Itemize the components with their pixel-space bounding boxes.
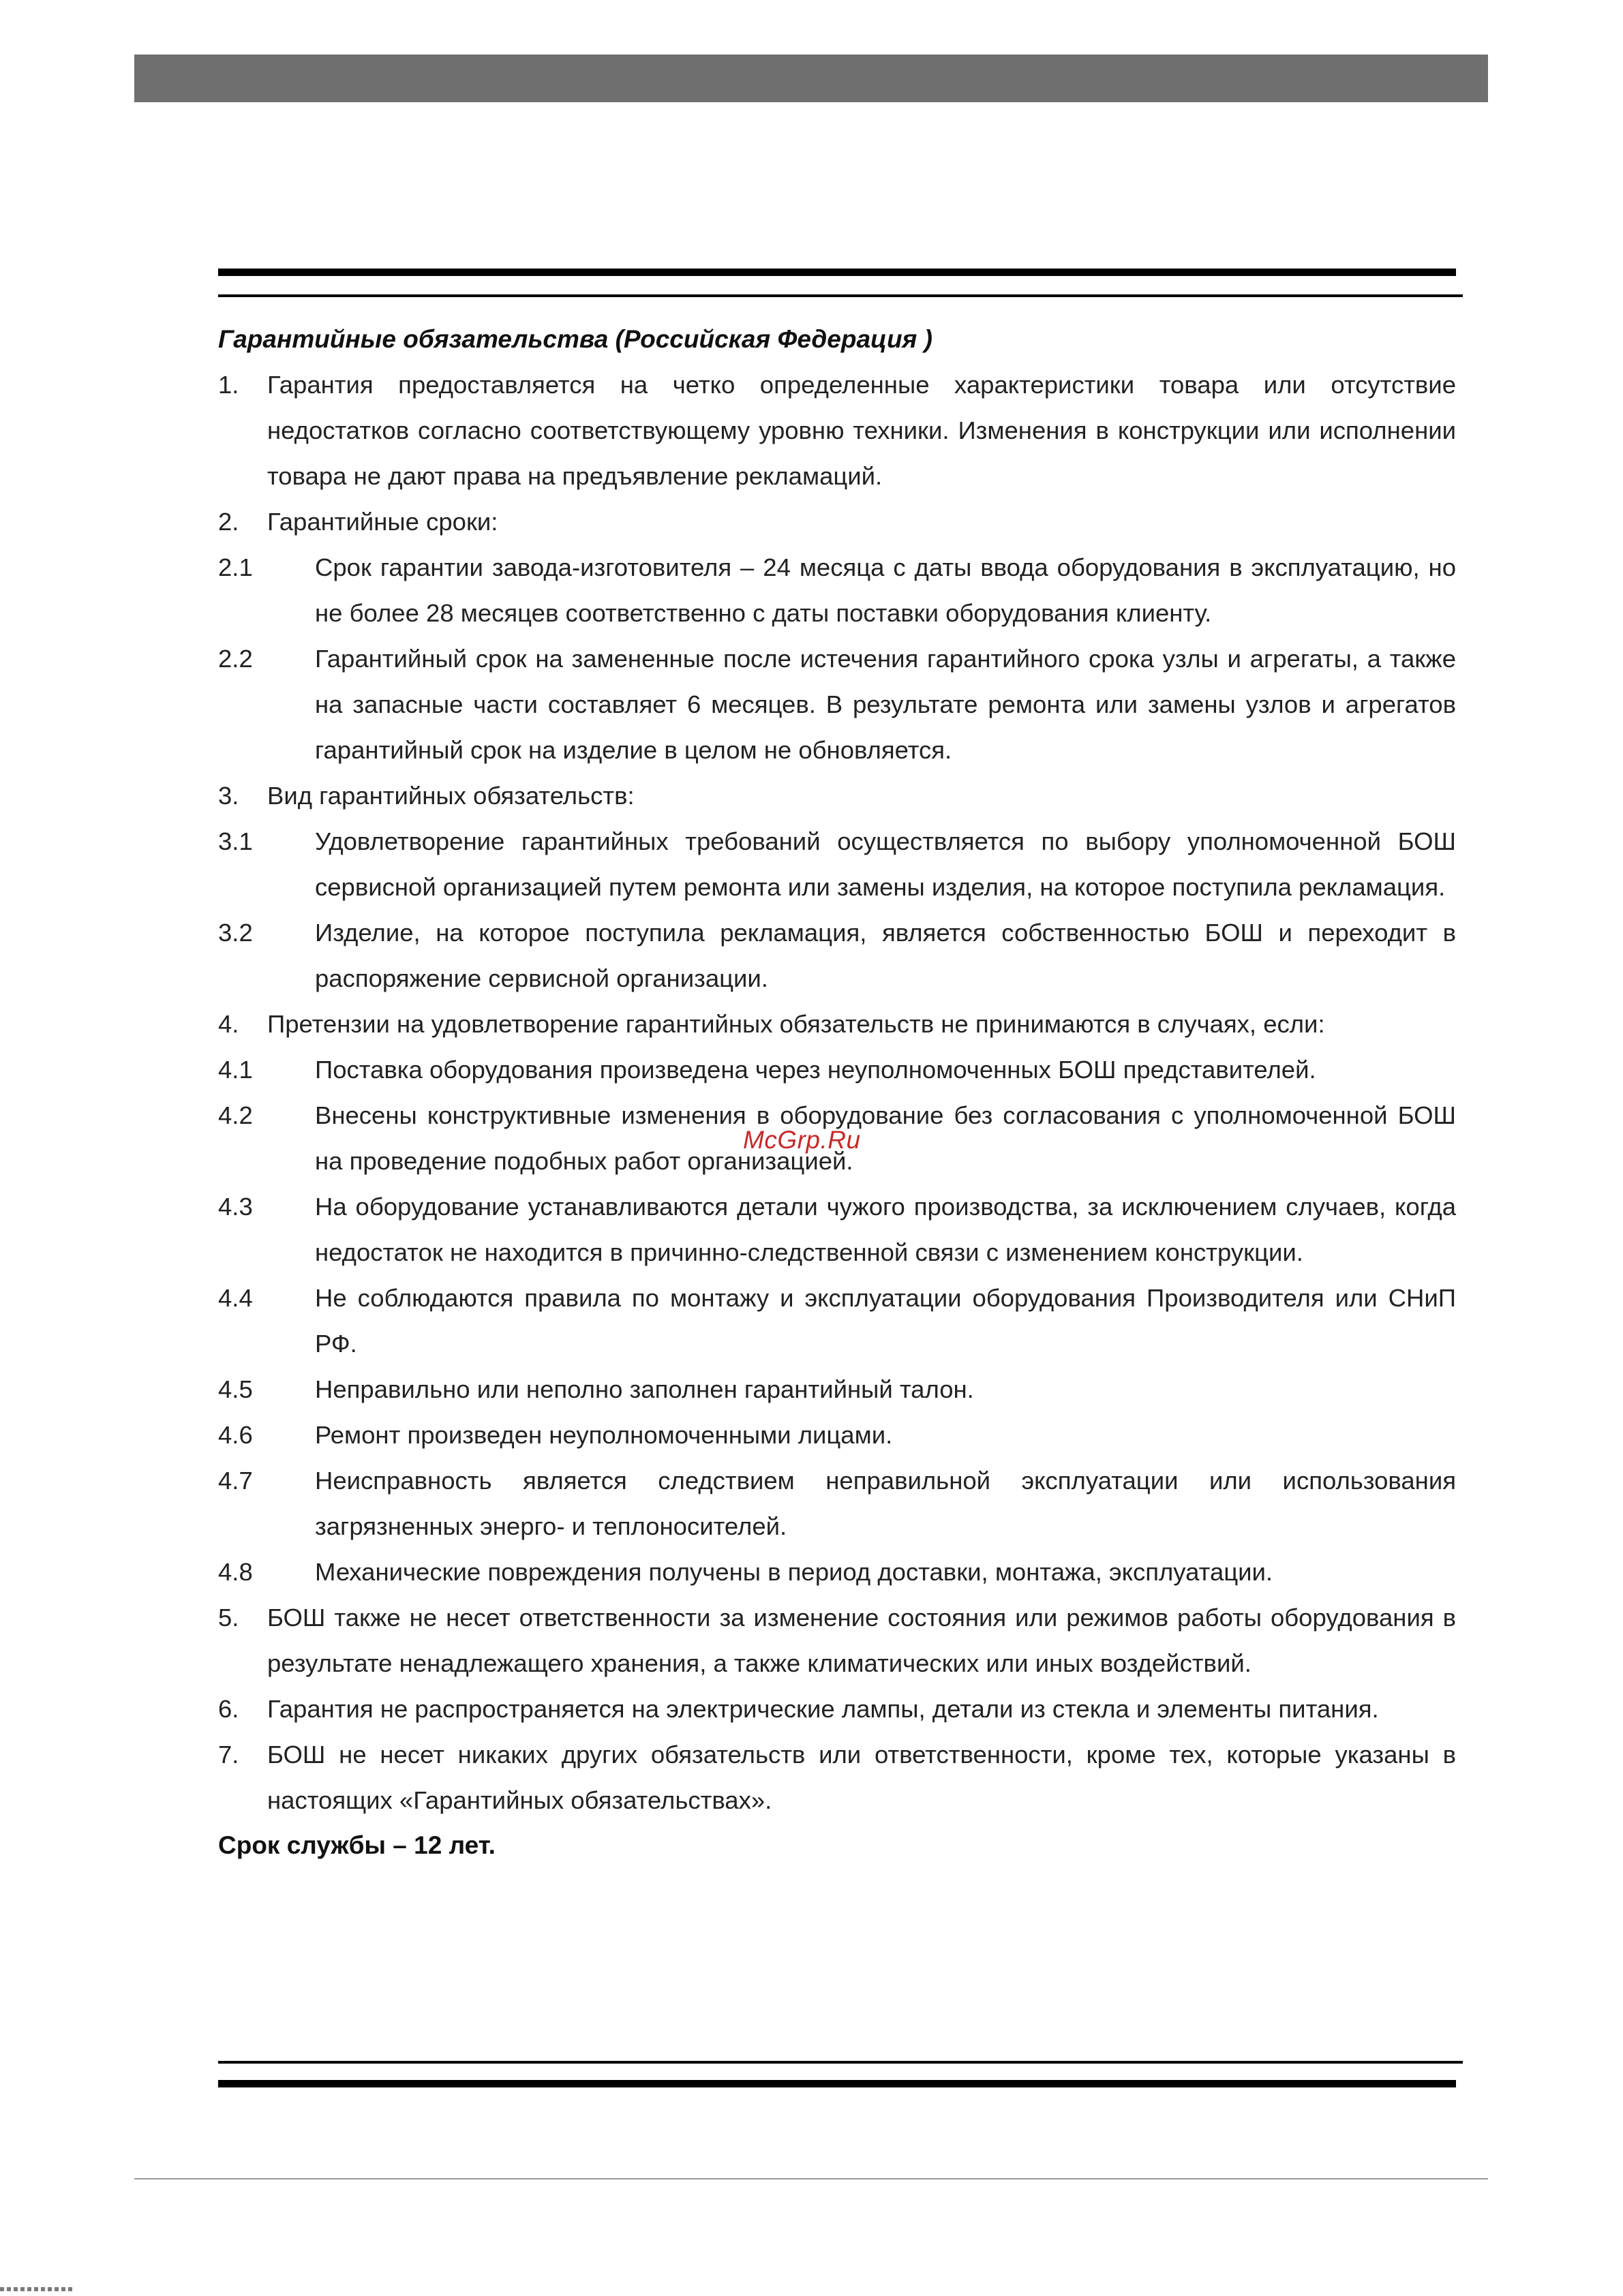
list-item-text: Гарантия предоставляется на четко определенные характеристики товара или отсутствие недостатков согласно соответствующему уровню техники. Изменения в конструкции или исполнении товара не дают права на предъявление рекламаций. [267,371,1456,490]
list-item [218,636,1456,773]
scan-artifact [0,2287,75,2291]
list-item-number: 4.5 [218,1375,253,1403]
list-item-text: Гарантийные сроки: [267,508,498,536]
list-item-text: Не соблюдаются правила по монтажу и эксплуатации оборудования Производителя или СНиП РФ. [315,1284,1456,1358]
list-item [218,818,1456,910]
list-item [218,1366,1456,1412]
list-item-number: 7. [218,1741,239,1769]
list-item-number: 3.2 [218,919,253,947]
list-item-text: Гарантийный срок на замененные после истечения гарантийного срока узлы и агрегаты, а также на запасные части составляет 6 месяцев. В результате ремонта или замены узлов и агрегатов гарантийный срок на изделие в целом не обновляется. [315,645,1456,764]
list-item [218,1184,1456,1275]
list-item-number: 4.6 [218,1421,253,1449]
list-item-text: Изделие, на которое поступила рекламация, является собственностью БОШ и переходит в распоряжение сервисной организации. [315,919,1456,992]
list-item-number: 4.1 [218,1056,253,1084]
list-item-number: 4.3 [218,1193,253,1221]
header-bar [134,55,1488,102]
list-item-number: 4. [218,1010,239,1038]
list-item-text: Неправильно или неполно заполнен гарантийный талон. [315,1375,974,1403]
service-life-note: Срок службы – 12 лет. [218,1831,496,1859]
list-item-text: Внесены конструктивные изменения в оборудование без согласования с уполномоченной БОШ на проведение подобных работ организацией. [315,1101,1456,1175]
list-item-number: 4.2 [218,1101,253,1129]
list-item [218,1047,1456,1092]
warranty-list [218,362,1456,1823]
top-rule-thick [218,269,1456,276]
list-item [218,499,1456,545]
list-item [218,1001,1456,1047]
list-item-text: Удовлетворение гарантийных требований осуществляется по выбору уполномоченной БОШ сервисной организацией путем ремонта или замены изделия, на которое поступила рекламация. [315,827,1456,901]
list-item-text: БОШ также не несет ответственности за изменение состояния или режимов работы оборудования в результате ненадлежащего хранения, а также климатических или иных воздействий. [267,1604,1456,1677]
list-item [218,362,1456,499]
list-item-number: 3. [218,782,239,810]
watermark-text: McGrp.Ru [743,1126,861,1154]
list-item [218,910,1456,1001]
list-item-number: 3.1 [218,827,253,855]
list-item [218,1275,1456,1366]
list-item-number: 4.8 [218,1558,253,1586]
list-item-number: 6. [218,1695,239,1723]
list-item-text: Претензии на удовлетворение гарантийных обязательств не принимаются в случаях, если: [267,1010,1325,1038]
list-item-text: Срок гарантии завода-изготовителя – 24 месяца с даты ввода оборудования в эксплуатацию, но не более 28 месяцев соответственно с даты поставки оборудования клиенту. [315,553,1456,627]
list-item [218,1732,1456,1823]
warranty-document [218,317,1456,1868]
list-item-number: 4.4 [218,1284,253,1312]
list-item-number: 5. [218,1604,239,1632]
list-item [218,1595,1456,1686]
list-item [218,1686,1456,1732]
list-item-text: На оборудование устанавливаются детали чужого производства, за исключением случаев, когда недостаток не находится в причинно-следственной связи с изменением конструкции. [315,1193,1456,1266]
list-item-text: БОШ не несет никаких других обязательств или ответственности, кроме тех, которые указаны в настоящих «Гарантийных обязательствах». [267,1741,1456,1814]
list-item [218,1458,1456,1549]
bottom-rule-thick [218,2080,1456,2087]
list-item-text: Поставка оборудования произведена через неуполномоченных БОШ представителей. [315,1056,1316,1084]
list-item-text: Ремонт произведен неуполномоченными лицами. [315,1421,893,1449]
list-item-text: Вид гарантийных обязательств: [267,782,635,810]
list-item [218,545,1456,636]
list-item-number: 4.7 [218,1467,253,1495]
list-item [218,1549,1456,1595]
list-item [218,773,1456,818]
list-item [218,1412,1456,1458]
list-item-number: 2.2 [218,645,253,673]
bottom-rule-thin [218,2061,1463,2064]
list-item-number: 2.1 [218,553,253,581]
list-item-number: 1. [218,371,239,399]
list-item-number: 2. [218,508,239,536]
top-rule-thin [218,294,1463,297]
page-title: Гарантийные обязательства (Российская Федерация ) [218,325,932,353]
list-item-text: Механические повреждения получены в период доставки, монтажа, эксплуатации. [315,1558,1273,1586]
footer-rule [134,2178,1488,2179]
list-item-text: Гарантия не распространяется на электрические лампы, детали из стекла и элементы питания. [267,1695,1379,1723]
list-item-text: Неисправность является следствием неправильной эксплуатации или использования загрязненных энерго- и теплоносителей. [315,1467,1456,1540]
